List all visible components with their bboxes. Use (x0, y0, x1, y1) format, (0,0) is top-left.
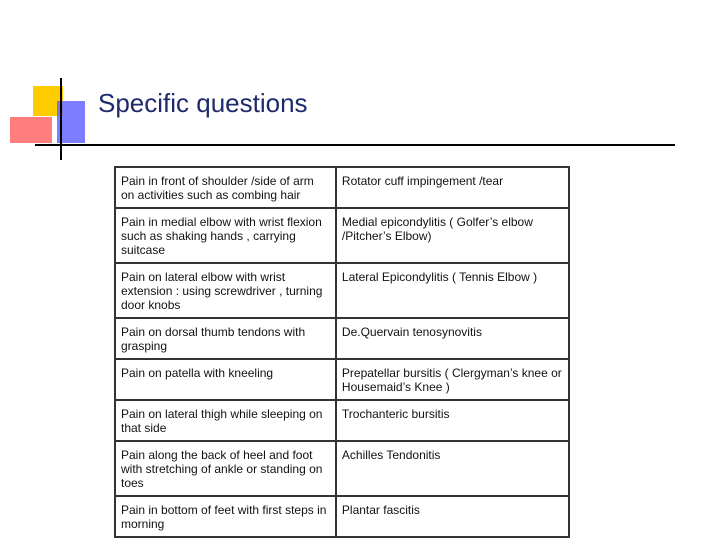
condition-cell: Medial epicondylitis ( Golfer’s elbow /Pitcher’s Elbow) (336, 208, 569, 263)
decor-red-square (10, 117, 52, 143)
table-row (115, 263, 569, 318)
symptom-cell: Pain on dorsal thumb tendons with grasping (115, 318, 336, 359)
condition-cell: Plantar fascitis (336, 496, 569, 537)
condition-cell: Achilles Tendonitis (336, 441, 569, 496)
decor-horizontal-rule (35, 144, 675, 146)
symptom-cell: Pain on lateral elbow with wrist extension : using screwdriver , turning door knobs (115, 263, 336, 318)
table-row (115, 359, 569, 400)
table-row (115, 167, 569, 208)
symptom-condition-table (114, 166, 570, 538)
condition-cell: De.Quervain tenosynovitis (336, 318, 569, 359)
symptom-cell: Pain in medial elbow with wrist flexion such as shaking hands , carrying suitcase (115, 208, 336, 263)
slide-title: Specific questions (98, 88, 308, 118)
symptom-cell: Pain on lateral thigh while sleeping on that side (115, 400, 336, 441)
condition-cell: Lateral Epicondylitis ( Tennis Elbow ) (336, 263, 569, 318)
table-row (115, 441, 569, 496)
symptom-cell: Pain on patella with kneeling (115, 359, 336, 400)
table-row (115, 318, 569, 359)
table-row (115, 496, 569, 537)
decor-vertical-rule (60, 78, 62, 160)
table-row (115, 208, 569, 263)
table-row (115, 400, 569, 441)
symptom-cell: Pain along the back of heel and foot with stretching of ankle or standing on toes (115, 441, 336, 496)
condition-cell: Trochanteric bursitis (336, 400, 569, 441)
condition-cell: Prepatellar bursitis ( Clergyman’s knee or Housemaid’s Knee ) (336, 359, 569, 400)
symptom-cell: Pain in front of shoulder /side of arm on activities such as combing hair (115, 167, 336, 208)
condition-cell: Rotator cuff impingement /tear (336, 167, 569, 208)
symptom-cell: Pain in bottom of feet with first steps in morning (115, 496, 336, 537)
